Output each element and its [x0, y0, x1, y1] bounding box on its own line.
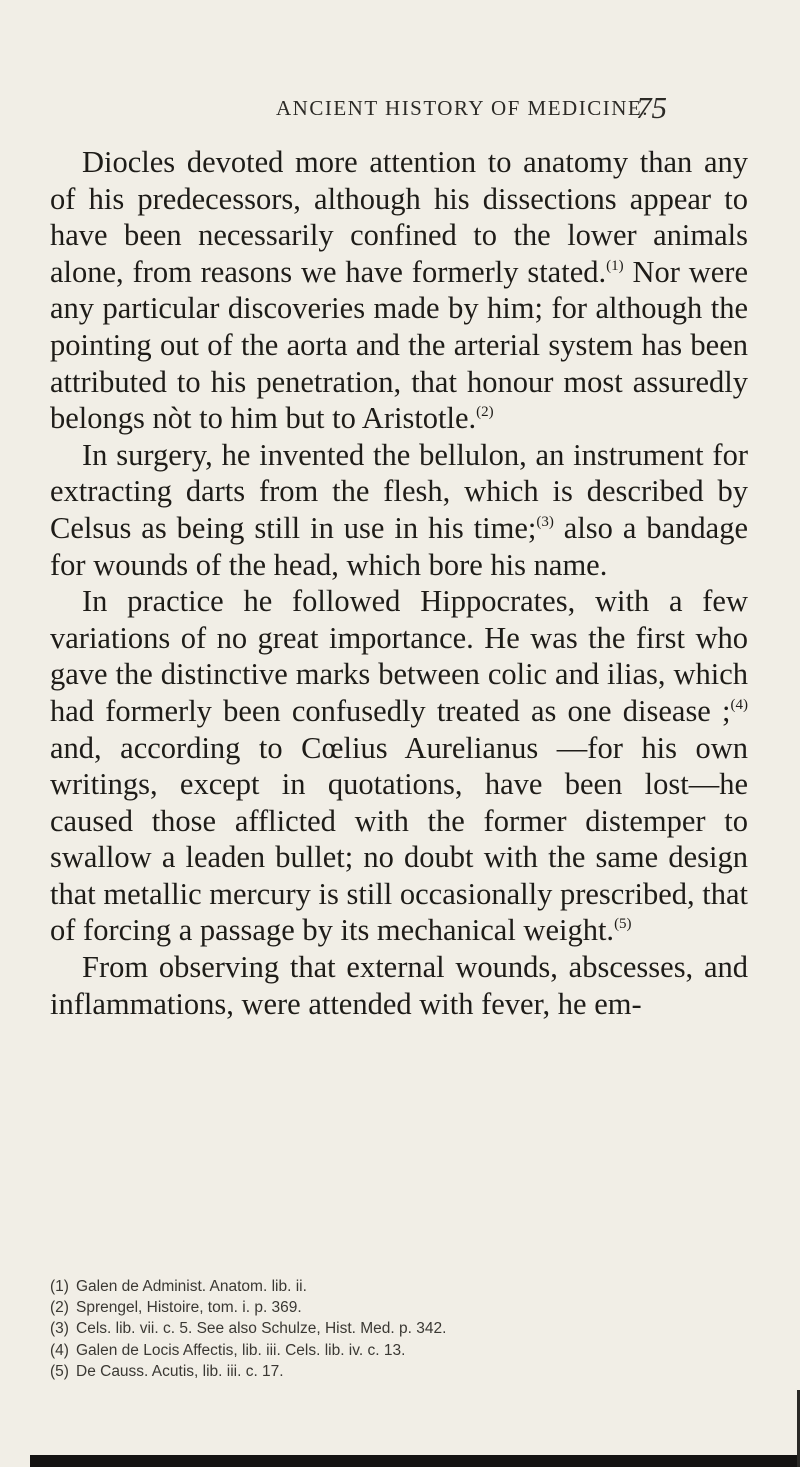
text-run: From observing that external wounds, abscesses, and inflammations, were attended with fever, he em-	[50, 950, 748, 1021]
bottom-edge-rule	[30, 1455, 800, 1467]
footnote-reference: (1)	[606, 257, 624, 274]
footnote-text: Cels. lib. vii. c. 5. See also Schulze, Hist. Med. p. 342.	[76, 1320, 447, 1338]
footnote-mark: (3)	[50, 1320, 69, 1338]
footnote-text: De Causs. Acutis, lib. iii. c. 17.	[76, 1362, 284, 1380]
footnote-reference: (3)	[536, 513, 554, 530]
footnote-text: Galen de Locis Affectis, lib. iii. Cels. lib. iv. c. 13.	[76, 1341, 406, 1359]
running-title: ANCIENT HISTORY OF MEDICINE.	[276, 96, 649, 120]
text-run: In practice he followed Hippocrates, with a few variations of no great importance. He was the first who gave the distinctive marks between colic and ilias, which had formerly been confusedly treated as one disease ;	[50, 584, 748, 728]
text-run: Diocles devoted more attention to anatomy than any of his predecessors, although his dissections appear to have been necessarily confined to the lower animals alone, from reasons we have formerly stated.	[50, 145, 748, 289]
paragraph	[50, 583, 748, 949]
page-header	[0, 90, 800, 130]
footnote	[50, 1318, 750, 1339]
footnote-mark: (1)	[50, 1278, 69, 1295]
footnote-text: Galen de Administ. Anatom. lib. ii.	[76, 1278, 307, 1295]
footnote	[50, 1276, 750, 1297]
footnote-reference: (2)	[476, 404, 494, 421]
footnote-mark: (4)	[50, 1341, 69, 1359]
paragraph	[50, 949, 748, 1022]
text-run: In surgery, he invented the bellulon, an instrument for extracting darts from the flesh, which is described by Celsus as being still in use in his time;	[50, 437, 748, 545]
text-run: Nor were any particular discoveries made by him; for although the pointing out of the aorta and the arterial system has been attributed to his penetration, that honour most assuredly belongs nòt to him but to Aristotle.	[50, 254, 748, 436]
body-text	[50, 144, 748, 1022]
footnotes	[50, 1276, 750, 1382]
footnote-mark: (2)	[50, 1299, 69, 1317]
footnote-mark: (5)	[50, 1362, 69, 1380]
page-number: 75	[636, 90, 667, 125]
paragraph	[50, 144, 748, 437]
footnote	[50, 1340, 750, 1361]
footnote	[50, 1361, 750, 1382]
footnote-text: Sprengel, Histoire, tom. i. p. 369.	[76, 1299, 302, 1317]
paragraph	[50, 437, 748, 583]
footnote-reference: (4)	[730, 696, 748, 713]
text-run: also a bandage for wounds of the head, which bore his name.	[50, 510, 748, 582]
footnote	[50, 1297, 750, 1318]
text-run: and, according to Cœlius Aurelianus —for his own writings, except in quotations, have been lost—he caused those afflicted with the former distemper to swallow a leaden bullet; no doubt with the same design that metallic mercury is still occasionally prescribed, that of forcing a passage by its mechanical weight.	[50, 730, 748, 948]
footnote-reference: (5)	[614, 916, 632, 933]
